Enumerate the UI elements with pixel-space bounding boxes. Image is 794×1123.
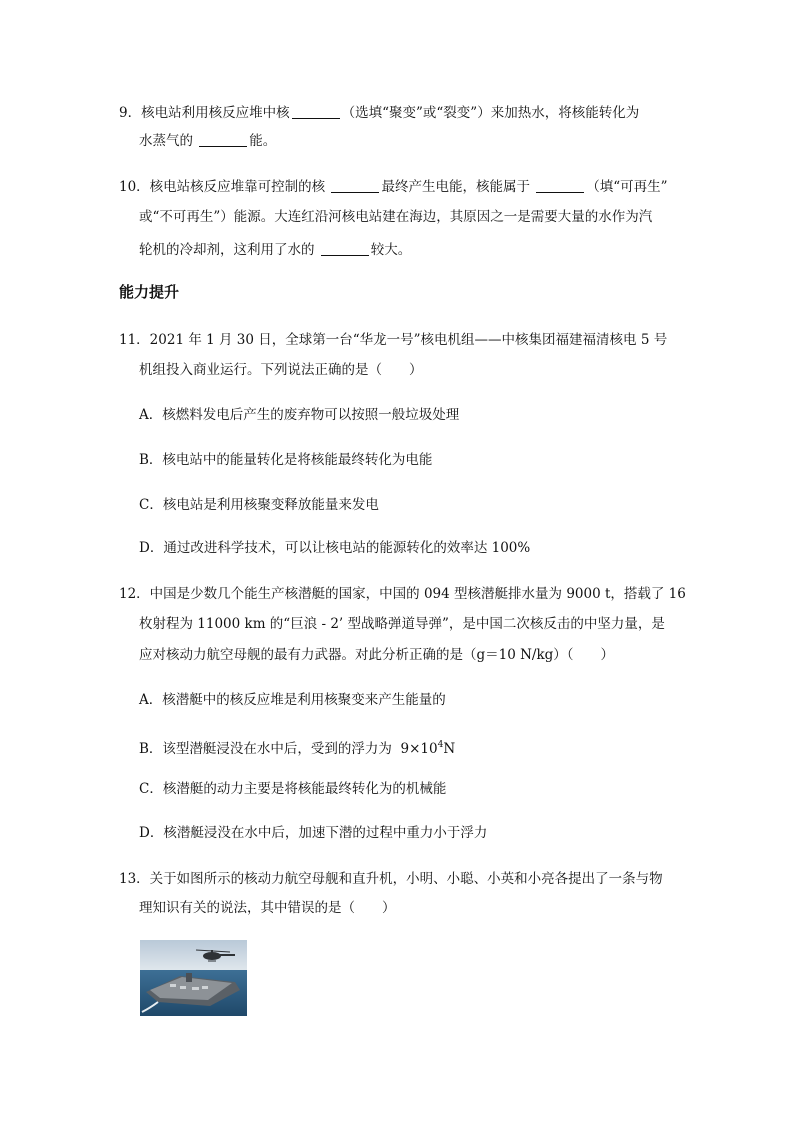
section-title: 能力提升 bbox=[119, 283, 180, 301]
q13-line2: 理知识有关的说法，其中错误的是（ ） bbox=[139, 900, 396, 916]
q11-option-d[interactable]: D．通过改进科学技术，可以让核电站的能源转化的效率达 100% bbox=[139, 540, 531, 556]
q11-option-b[interactable]: B．核电站中的能量转化是将核能最终转化为电能 bbox=[139, 452, 433, 468]
q11-option-c[interactable]: C．核电站是利用核聚变释放能量来发电 bbox=[139, 497, 379, 513]
q12-option-c[interactable]: C．核潜艇的动力主要是将核能最终转化为的机械能 bbox=[139, 781, 447, 797]
q12-line3: 应对核动力航空母舰的最有力武器。对此分析正确的是（g＝10 N/kg）（ ） bbox=[139, 647, 615, 663]
q12-option-d[interactable]: D．核潜艇浸没在水中后，加速下潜的过程中重力小于浮力 bbox=[139, 825, 488, 841]
q13-line1: 13．关于如图所示的核动力航空母舰和直升机，小明、小聪、小英和小亮各提出了一条与物 bbox=[119, 871, 663, 887]
q9-blank-2[interactable] bbox=[199, 132, 247, 147]
q10-blank-3[interactable] bbox=[321, 241, 369, 256]
q11-line1: 11．2021 年 1 月 30 日，全球第一台“华龙一号”核电机组——中核集团福建福清核电 5 号 bbox=[119, 332, 668, 348]
aircraft-carrier-photo bbox=[140, 940, 247, 1016]
q11-line2: 机组投入商业运行。下列说法正确的是（ ） bbox=[139, 362, 423, 378]
q11-option-a[interactable]: A．核燃料发电后产生的废弃物可以按照一般垃圾处理 bbox=[139, 407, 460, 423]
q12-line2: 枚射程为 11000 km 的“巨浪 - 2’ 型战略弹道导弹”，是中国二次核反击的中坚力量，是 bbox=[139, 616, 665, 632]
q9-line1: 9．核电站利用核反应堆中核 （选填“聚变”或“裂变”）来加热水，将核能转化为 bbox=[119, 105, 640, 121]
q9-blank-1[interactable] bbox=[292, 104, 340, 119]
q10-blank-2[interactable] bbox=[536, 178, 584, 193]
q12-option-b[interactable]: B．该型潜艇浸没在水中后，受到的浮力为 $9\times 10^4N$ bbox=[139, 740, 456, 757]
q10-line1: 10．核电站核反应堆靠可控制的核 最终产生电能，核能属于 （填“可再生” bbox=[119, 179, 668, 195]
q12-option-a[interactable]: A．核潜艇中的核反应堆是利用核聚变来产生能量的 bbox=[139, 692, 446, 708]
q10-line3: 轮机的冷却剂，这利用了水的 较大。 bbox=[139, 242, 412, 258]
q10-blank-1[interactable] bbox=[331, 178, 379, 193]
q10-line2: 或“不可再生”）能源。大连红沿河核电站建在海边，其原因之一是需要大量的水作为汽 bbox=[139, 209, 653, 225]
q9-line2: 水蒸气的 能。 bbox=[139, 133, 277, 149]
q12-line1: 12．中国是少数几个能生产核潜艇的国家，中国的 094 型核潜艇排水量为 9000 t，搭载了 16 bbox=[119, 586, 686, 602]
